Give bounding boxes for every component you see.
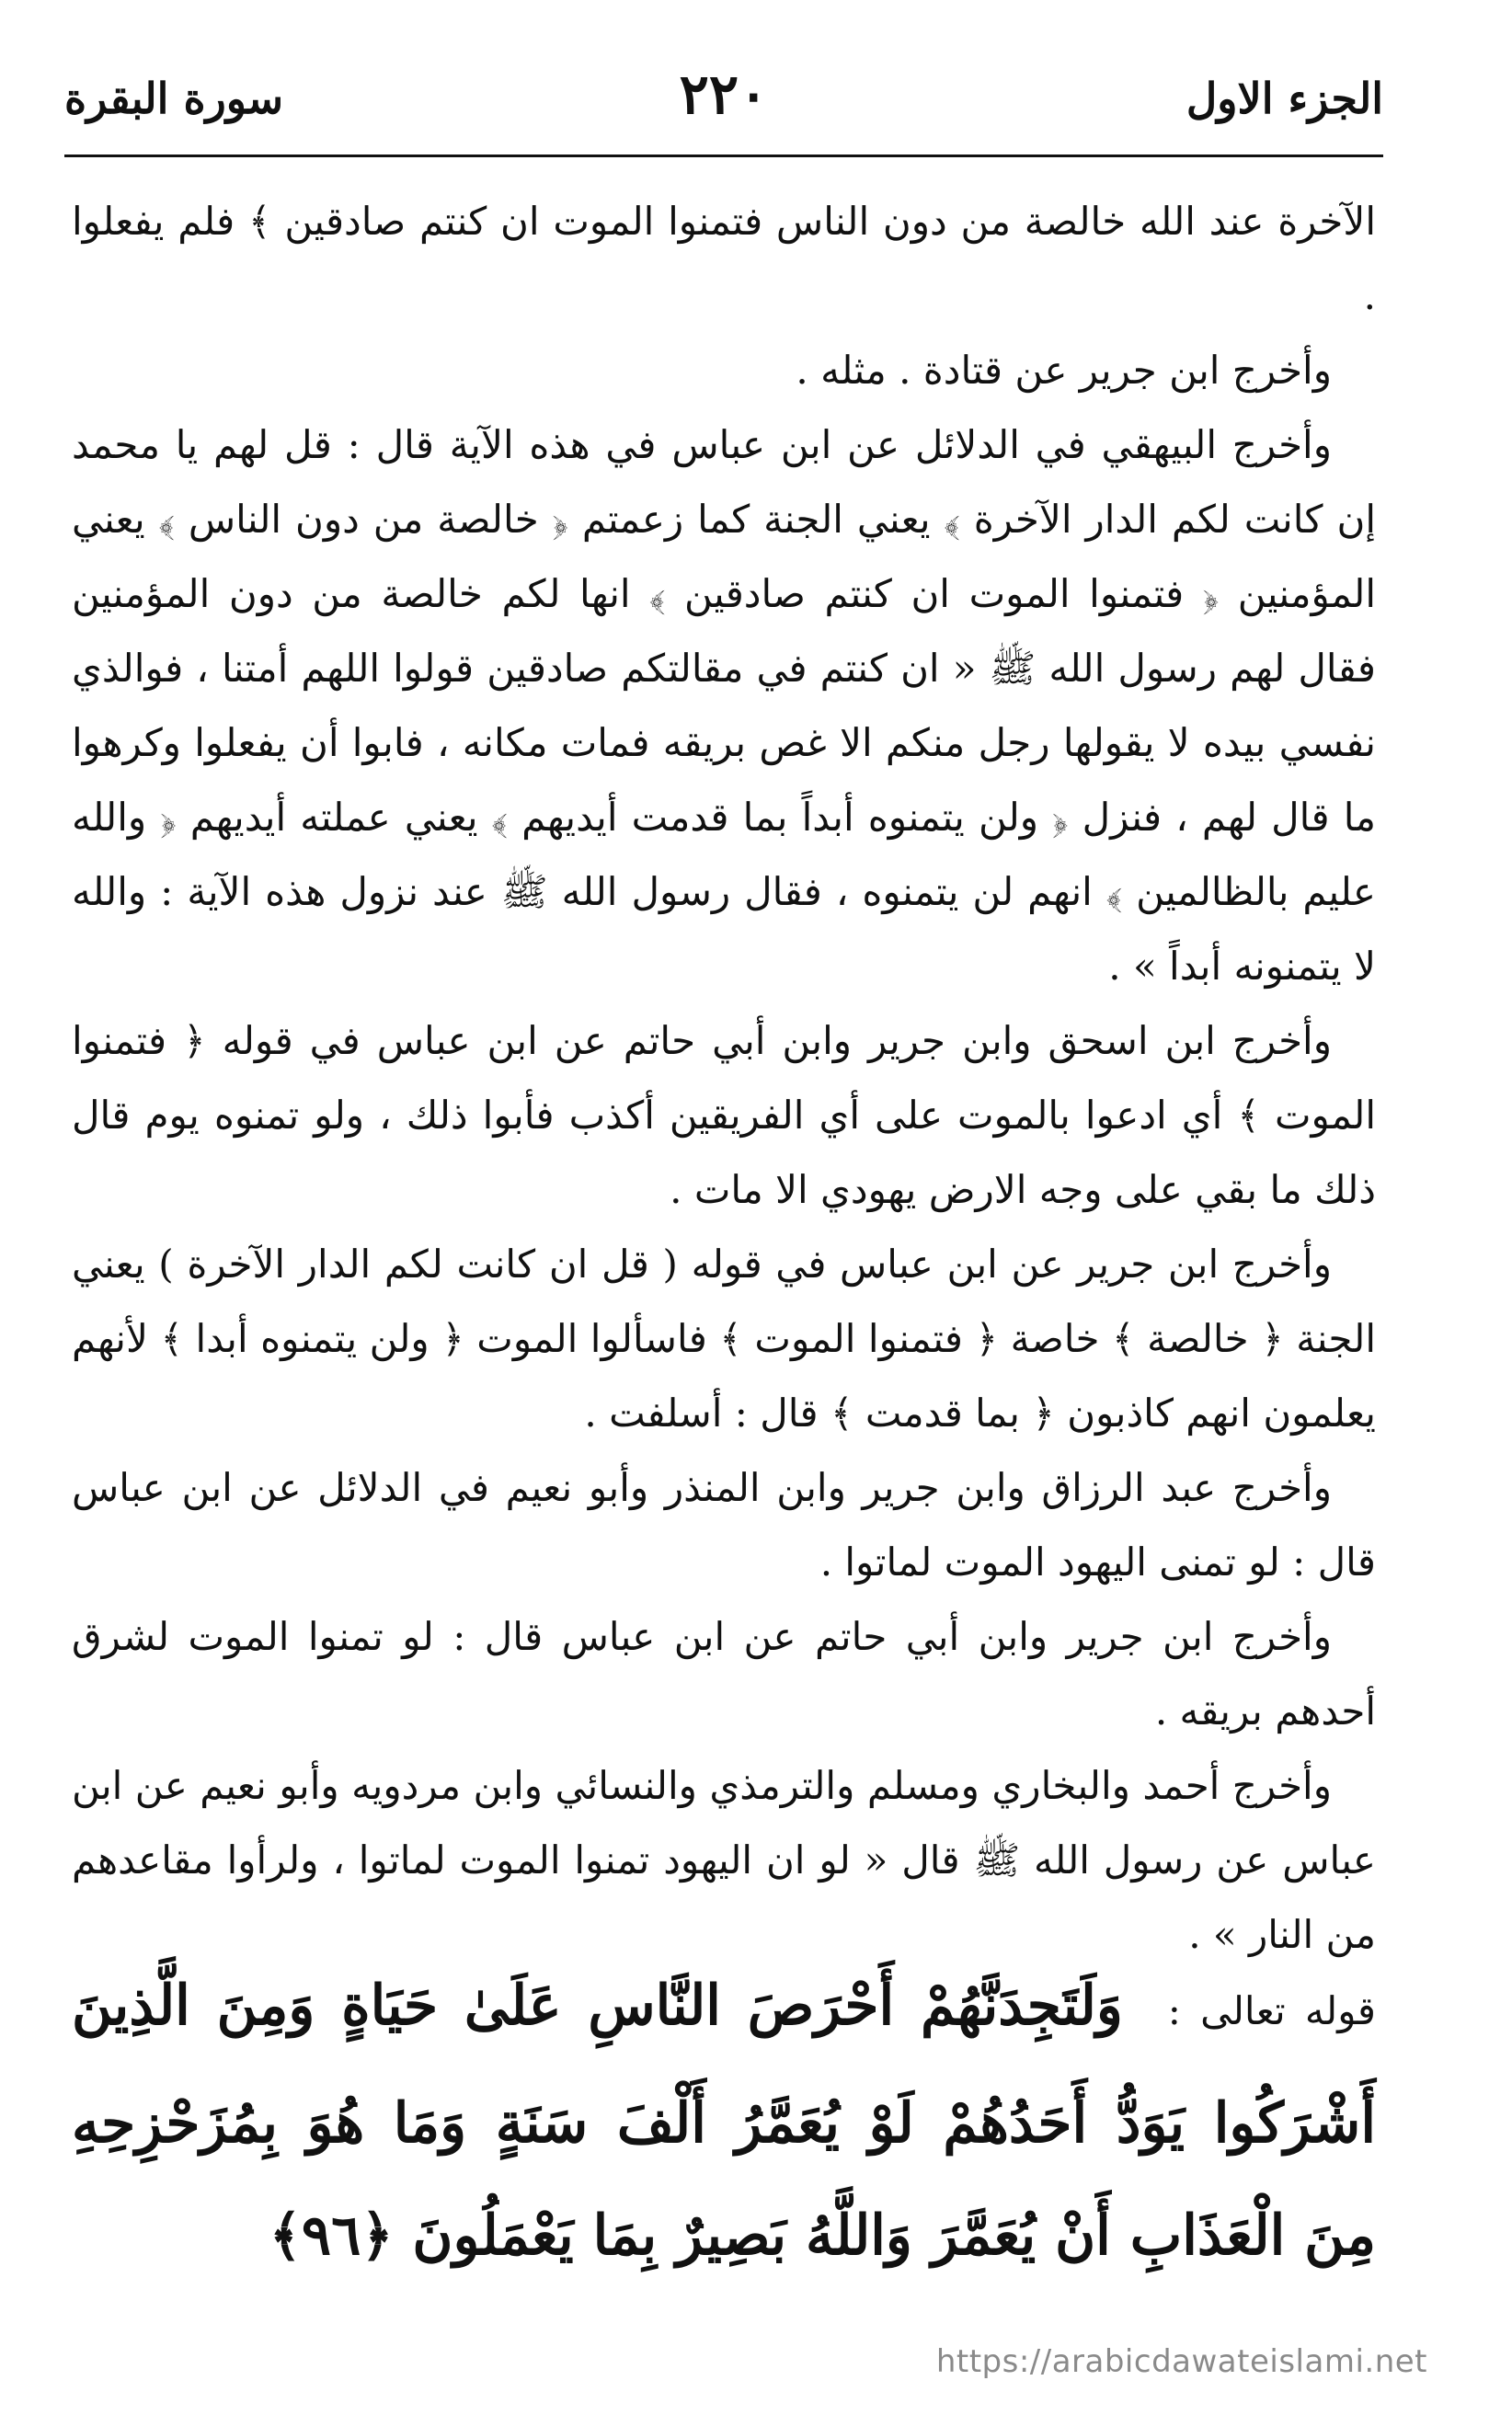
paragraph: وأخرج ابن جرير عن قتادة . مثله . xyxy=(796,348,1332,393)
page-header xyxy=(64,57,1383,158)
paragraph: وأخرج البيهقي في الدلائل عن ابن عباس في هذه الآية قال : قل لهم يا محمد إن كانت لكم الدار الآخرة ﴾ يعني الجنة كما زعمتم ﴿ خالصة من دون الناس ﴾ يعني المؤمنين ﴿ فتمنوا الموت ان كنتم صادقين ﴾ انها لكم خالصة من دون المؤمنين فقال لهم رسول الله ﷺ « ان كنتم في مقالتكم صادقين قولوا اللهم أمتنا ، فوالذي نفسي بيده لا يقولها رجل منكم الا غص بريقه فمات مكانه ، فابوا أن يفعلوا وكرهوا ما قال لهم ، فنزل ﴿ ولن يتمنوه أبداً بما قدمت أيديهم ﴾ يعني عملته أيديهم ﴿ والله عليم بالظالمين ﴾ انهم لن يتمنوه ، فقال رسول الله ﷺ عند نزول هذه الآية : والله لا يتمنونه أبداً » . xyxy=(72,422,1376,989)
paragraph: الآخرة عند الله خالصة من دون الناس فتمنوا الموت ان كنتم صادقين ﴾ فلم يفعلوا . xyxy=(72,199,1376,318)
commentary-text xyxy=(72,184,1376,1972)
page-number: ٢٢٠ xyxy=(679,63,769,127)
part-label: الجزء الاول xyxy=(1186,74,1383,123)
quran-verse xyxy=(72,1950,1376,2292)
surah-label: سورة البقرة xyxy=(64,74,284,123)
verse-lead: قوله تعالى : xyxy=(1167,1988,1377,2033)
paragraph: وأخرج أحمد والبخاري ومسلم والترمذي والنسائي وابن مردويه وأبو نعيم عن ابن عباس عن رسول الله ﷺ قال « لو ان اليهود تمنوا الموت لماتوا ، ولرأوا مقاعدهم من النار » . xyxy=(72,1763,1376,1957)
paragraph: وأخرج ابن جرير عن ابن عباس في قوله ( قل ان كانت لكم الدار الآخرة ) يعني الجنة ﴿ خالصة ﴾ خاصة ﴿ فتمنوا الموت ﴾ فاسألوا الموت ﴿ ولن يتمنوه أبدا ﴾ لأنهم يعلمون انهم كاذبون ﴿ بما قدمت ﴾ قال : أسلفت . xyxy=(72,1242,1376,1436)
paragraph: وأخرج ابن اسحق وابن جرير وابن أبي حاتم عن ابن عباس في قوله ﴿ فتمنوا الموت ﴾ أي ادعوا بالموت على أي الفريقين أكذب فأبوا ذلك ، ولو تمنوه يوم قال ذلك ما بقي على وجه الارض يهودي الا مات . xyxy=(72,1018,1376,1212)
watermark-url: https://arabicdawateislami.net xyxy=(935,2343,1427,2380)
paragraph: وأخرج عبد الرزاق وابن جرير وابن المنذر وأبو نعيم في الدلائل عن ابن عباس قال : لو تمنى اليهود الموت لماتوا . xyxy=(72,1465,1376,1585)
header-rule xyxy=(64,155,1383,157)
paragraph: وأخرج ابن جرير وابن أبي حاتم عن ابن عباس قال : لو تمنوا الموت لشرق أحدهم بريقه . xyxy=(72,1614,1376,1734)
verse-text: وَلَتَجِدَنَّهُمْ أَحْرَصَ النَّاسِ عَلَىٰ حَيَاةٍ وَمِنَ الَّذِينَ أَشْرَكُوا يَوَدُّ أَحَدُهُمْ لَوْ يُعَمَّرُ أَلْفَ سَنَةٍ وَمَا هُوَ بِمُزَحْزِحِهِ مِنَ الْعَذَابِ أَنْ يُعَمَّرَ وَاللَّهُ بَصِيرٌ بِمَا يَعْمَلُونَ ﴿٩٦﴾ xyxy=(72,1974,1376,2268)
